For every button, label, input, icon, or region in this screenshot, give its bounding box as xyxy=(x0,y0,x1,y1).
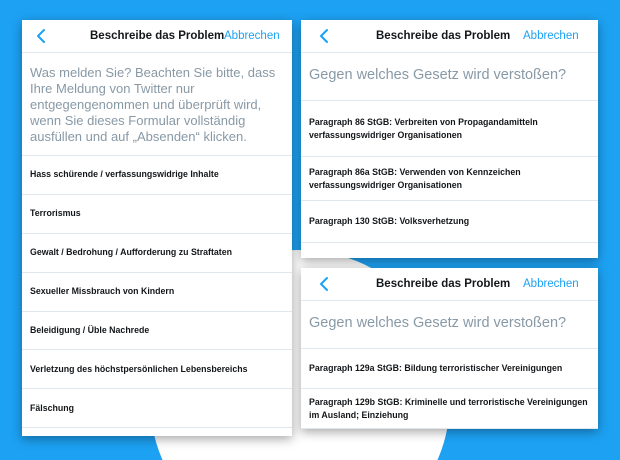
list-item-child-abuse[interactable]: Sexueller Missbrauch von Kindern xyxy=(22,273,292,312)
cancel-button[interactable]: Abbrechen xyxy=(523,30,579,42)
intro-text: Was melden Sie? Beachten Sie bitte, dass Ihre Meldung von Twitter nur entgegengenommen und überprüft wird, wenn Sie dieses Formular vollständig ausfüllen und auf „Absenden“ klicken. xyxy=(22,53,292,156)
cancel-button[interactable]: Abbrechen xyxy=(523,278,579,290)
law-selection-screen xyxy=(301,20,598,258)
list-item-terrorism[interactable]: Terrorismus xyxy=(22,195,292,234)
list-item-paragraph-130[interactable]: Paragraph 130 StGB: Volksverhetzung xyxy=(301,201,598,243)
question-text: Gegen welches Gesetz wird verstoßen? xyxy=(301,301,598,349)
chevron-left-icon[interactable] xyxy=(317,28,331,44)
chevron-left-icon[interactable] xyxy=(34,28,48,44)
header-title: Beschreibe das Problem xyxy=(90,30,225,42)
cancel-button[interactable]: Abbrechen xyxy=(224,30,280,42)
header-bar xyxy=(301,20,598,53)
header-title: Beschreibe das Problem xyxy=(376,30,511,42)
header-bar xyxy=(22,20,292,53)
list-item-violence[interactable]: Gewalt / Bedrohung / Aufforderung zu Straftaten xyxy=(22,234,292,273)
list-item-paragraph-129b[interactable]: Paragraph 129b StGB: Kriminelle und terroristische Vereinigungen im Ausland; Einziehung xyxy=(301,389,598,429)
list-item-paragraph-86[interactable]: Paragraph 86 StGB: Verbreiten von Propagandamitteln verfassungswidriger Organisationen xyxy=(301,101,598,157)
header-bar xyxy=(301,268,598,301)
header-title: Beschreibe das Problem xyxy=(376,278,511,290)
list-item-paragraph-86a[interactable]: Paragraph 86a StGB: Verwenden von Kennzeichen verfassungswidriger Organisationen xyxy=(301,157,598,201)
list-item-privacy[interactable]: Verletzung des höchstpersönlichen Lebensbereichs xyxy=(22,350,292,389)
report-category-screen xyxy=(22,20,292,436)
chevron-left-icon[interactable] xyxy=(317,276,331,292)
list-item-hate[interactable]: Hass schürende / verfassungswidrige Inhalte xyxy=(22,156,292,195)
law-selection-screen-terror xyxy=(301,268,598,429)
list-item-paragraph-129a[interactable]: Paragraph 129a StGB: Bildung terroristischer Vereinigungen xyxy=(301,349,598,389)
question-text: Gegen welches Gesetz wird verstoßen? xyxy=(301,53,598,101)
list-item-forgery[interactable]: Fälschung xyxy=(22,389,292,428)
list-item-defamation[interactable]: Beleidigung / Üble Nachrede xyxy=(22,312,292,351)
